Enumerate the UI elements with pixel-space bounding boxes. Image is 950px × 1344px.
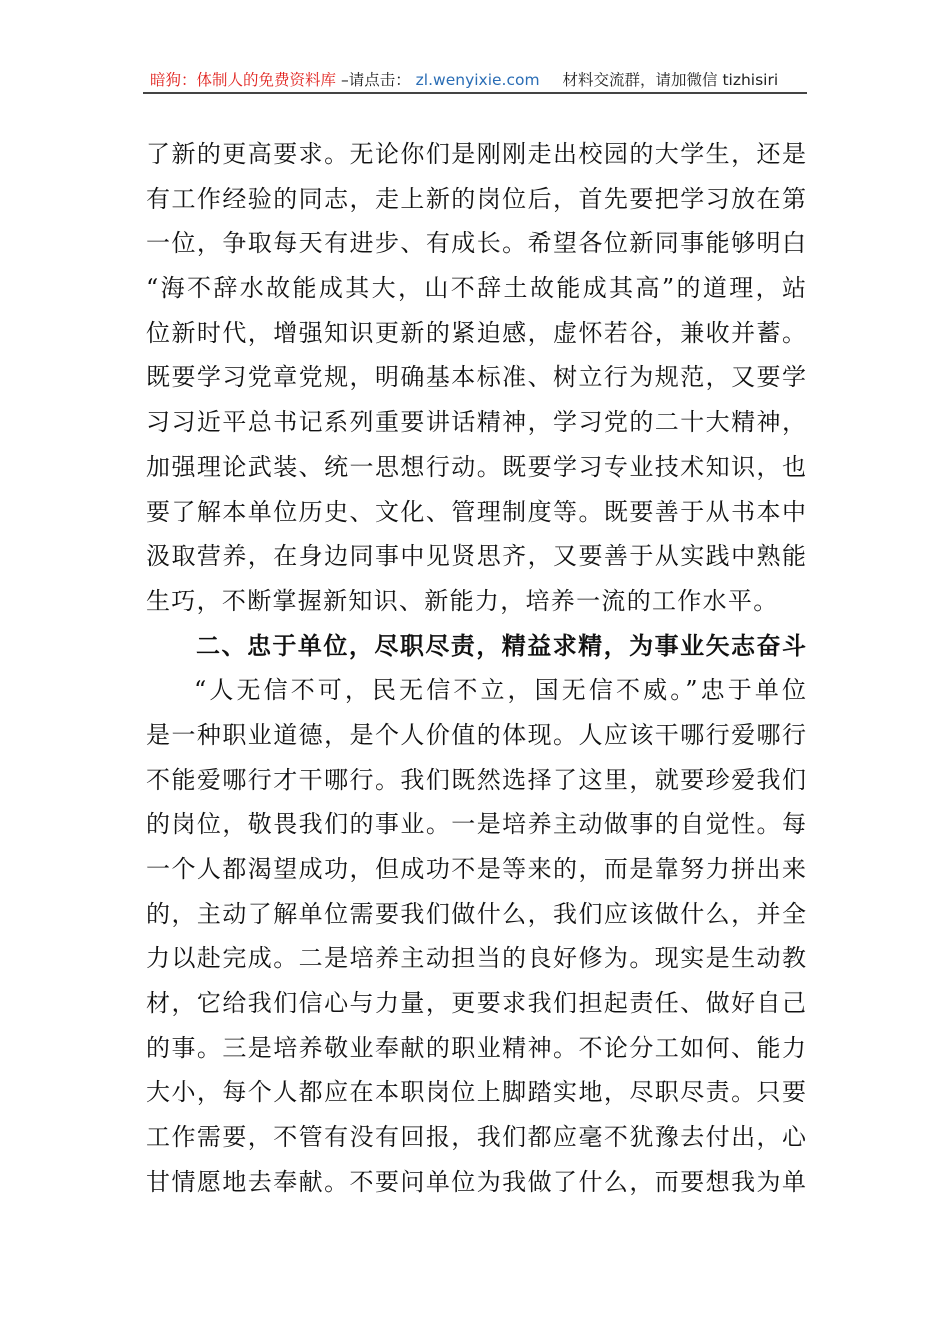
section-heading: 二、忠于单位，尽职尽责，精益求精，为事业矢志奋斗: [196, 631, 806, 660]
header-divider: [143, 92, 807, 94]
text-line: 要了解本单位历史、文化、管理制度等。既要善于从书本中: [146, 497, 806, 526]
text-line: 位新时代，增强知识更新的紧迫感，虚怀若谷，兼收并蓄。: [146, 318, 806, 347]
text-line: 加强理论武装、统一思想行动。既要学习专业技术知识，也: [146, 452, 806, 481]
promo-click-label: –请点击：: [340, 71, 411, 89]
text-line: 的岗位，敬畏我们的事业。一是培养主动做事的自觉性。每: [146, 810, 806, 839]
text-line: 习习近平总书记系列重要讲话精神，学习党的二十大精神，: [146, 408, 806, 437]
text-line: 有工作经验的同志，走上新的岗位后，首先要把学习放在第: [146, 184, 806, 213]
text-line: 工作需要，不管有没有回报，我们都应毫不犹豫去付出，心: [146, 1123, 806, 1152]
text-line: 汲取营养，在身边同事中见贤思齐，又要善于从实践中熟能: [146, 542, 806, 571]
text-line: 的，主动了解单位需要我们做什么，我们应该做什么，并全: [146, 899, 806, 928]
text-line: 的事。三是培养敬业奉献的职业精神。不论分工如何、能力: [146, 1033, 806, 1062]
text-line: “人无信不可，民无信不立，国无信不威。”忠于单位: [194, 676, 806, 705]
text-line: 既要学习党章党规，明确基本标准、树立行为规范，又要学: [146, 363, 806, 392]
text-line: 力以赴完成。二是培养主动担当的良好修为。现实是生动教: [146, 944, 806, 973]
document-body: [146, 136, 806, 1209]
text-line: 材，它给我们信心与力量，更要求我们担起责任、做好自己: [146, 989, 806, 1018]
text-line: 甘情愿地去奉献。不要问单位为我做了什么，而要想我为单: [146, 1167, 806, 1196]
promo-link[interactable]: zl.wenyixie.com: [415, 71, 540, 89]
promo-wechat-text: 材料交流群，请加微信 tizhisiri: [562, 71, 779, 89]
text-line: 不能爱哪行才干哪行。我们既然选择了这里，就要珍爱我们: [146, 765, 806, 794]
text-line: 大小，每个人都应在本职岗位上脚踏实地，尽职尽责。只要: [146, 1078, 806, 1107]
text-line: 生巧，不断掌握新知识、新能力，培养一流的工作水平。: [146, 586, 779, 615]
text-line: 是一种职业道德，是个人价值的体现。人应该干哪行爱哪行: [146, 720, 806, 749]
promo-title: 暗狗：体制人的免费资料库: [150, 71, 337, 89]
text-line: 了新的更高要求。无论你们是刚刚走出校园的大学生，还是: [146, 140, 806, 168]
text-line: 一个人都渴望成功，但成功不是等来的，而是靠努力拼出来: [146, 855, 806, 883]
text-line: “海不辞水故能成其大，山不辞土故能成其高”的道理，站: [146, 274, 806, 303]
text-line: 一位，争取每天有进步、有成长。希望各位新同事能够明白: [146, 229, 806, 258]
page-header-banner: [150, 68, 800, 90]
